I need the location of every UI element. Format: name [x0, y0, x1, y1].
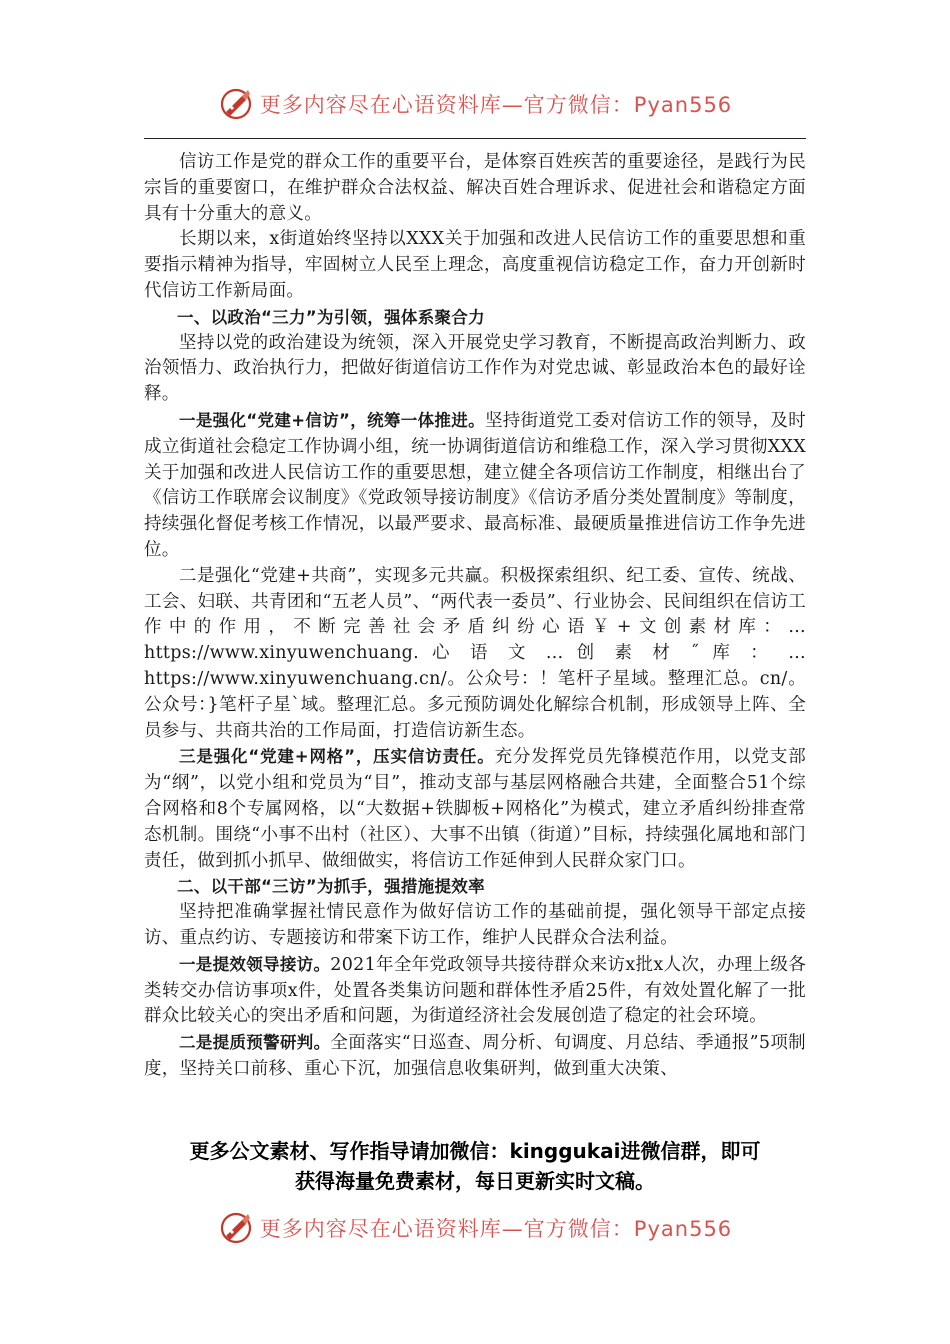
paragraph-text: 全面落实“日巡查、周分析、旬调度、月总结、季通报”5项制度，坚持关口前移、重心下沉，加强信息收集研判，做到重大决策、: [144, 1033, 806, 1079]
pen-nib-logo-icon: [218, 86, 254, 122]
body-paragraph: 坚持以党的政治建设为统领，深入开展党史学习教育，不断提高政治判断力、政治领悟力、政治执行力，把做好街道信访工作作为对党忠诚、彰显政治本色的最好诠释。: [144, 332, 806, 405]
lead-paragraph: [144, 744, 806, 874]
body-paragraph: 二是强化“党建+共商”，实现多元共赢。积极探索组织、纪工委、宣传、统战、工会、妇联、共青团和“五老人员”、“两代表一委员”、行业协会、民间组织在信访工作中的作用，不断完善社会矛盾纠纷心语￥+文创素材库：… https://www.xinyuwenchuang. 心 语 文 … 创 素 材 ˝ 库 ： … https://www.xinyuwenchuang.cn/。公众号：！笔杆子星域。整理汇总。cn/。公众号：}笔杆子星`域。整理汇总。多元预防调处化解综合机制，形成领导上阵、全员参与、共商共治的工作局面，打造信访新生态。: [144, 565, 806, 741]
lead-paragraph: [144, 952, 806, 1030]
paragraph-text: 充分发挥党员先锋模范作用，以党支部为“纲”，以党小组和党员为“目”，推动支部与基层网格融合共建，全面整合51个综合网格和8个专属网格，以“大数据+铁脚板+网格化”为模式，建立矛盾纠纷排查常态机制。围绕“小事不出村（社区）、大事不出镇（街道）”目标，持续强化属地和部门责任，做到抓小抓早、做细做实，将信访工作延伸到人民群众家门口。: [144, 747, 806, 871]
banner-text: 更多内容尽在心语资料库—官方微信：Pyan556: [259, 1217, 733, 1241]
paragraph-text: 坚持街道党工委对信访工作的领导，及时成立街道社会稳定工作协调小组，统一协调街道信访和维稳工作，深入学习贯彻XXX关于加强和改进人民信访工作的重要思想，建立健全各项信访工作制度，相继出台了《信访工作联席会议制度》《党政领导接访制度》《信访矛盾分类处置制度》等制度，持续强化督促考核工作情况，以最严要求、最高标准、最硬质量推进信访工作争先进位。: [144, 410, 807, 560]
paragraph-text: 2021年全年党政领导共接待群众来访x批x人次，办理上级各类转交办信访事项x件，处置各类集访问题和群体性矛盾25件，有效处置化解了一批群众比较关心的突出矛盾和问题，为街道经济社会发展创造了稳定的社会环境。: [144, 954, 806, 1027]
promo-text: [100, 1136, 850, 1196]
footer-watermark-banner: [0, 1208, 950, 1248]
lead-paragraph: [144, 1030, 806, 1083]
section-heading: 二、以干部“三访”为抓手，强措施提效率: [177, 877, 485, 897]
banner-text: 更多内容尽在心语资料库—官方微信：Pyan556: [259, 93, 733, 117]
lead-phrase: 一是强化“党建+信访”，统筹一体推进。: [179, 410, 485, 430]
body-paragraph: 长期以来，x街道始终坚持以XXX关于加强和改进人民信访工作的重要思想和重要指示精神为指导，牢固树立人民至上理念，高度重视信访稳定工作，奋力开创新时代信访工作新局面。: [144, 229, 806, 301]
body-paragraph: 坚持把准确掌握社情民意作为做好信访工作的基础前提，强化领导干部定点接访、重点约访、专题接访和带案下访工作，维护人民群众合法利益。: [144, 902, 806, 948]
document-body: [144, 150, 806, 1083]
promo-line-2: 获得海量免费素材，每日更新实时文稿。: [295, 1169, 655, 1193]
section-heading: 一、以政治“三力”为引领，强体系聚合力: [177, 307, 485, 327]
body-paragraph: 信访工作是党的群众工作的重要平台，是体察百姓疾苦的重要途径，是践行为民宗旨的重要窗口，在维护群众合法权益、解决百姓合理诉求、促进社会和谐稳定方面具有十分重大的意义。: [144, 152, 806, 224]
pen-nib-logo-icon: [218, 1210, 254, 1246]
lead-phrase: 二是提质预警研判。: [179, 1033, 331, 1053]
lead-paragraph: [144, 408, 806, 564]
header-watermark-banner: [0, 84, 950, 124]
promo-line-1: 更多公文素材、写作指导请加微信：kinggukai进微信群，即可: [189, 1139, 761, 1163]
header-divider: [144, 138, 806, 139]
lead-phrase: 一是提效领导接访。: [179, 954, 331, 974]
lead-phrase: 三是强化“党建+网格”，压实信访责任。: [179, 747, 495, 767]
